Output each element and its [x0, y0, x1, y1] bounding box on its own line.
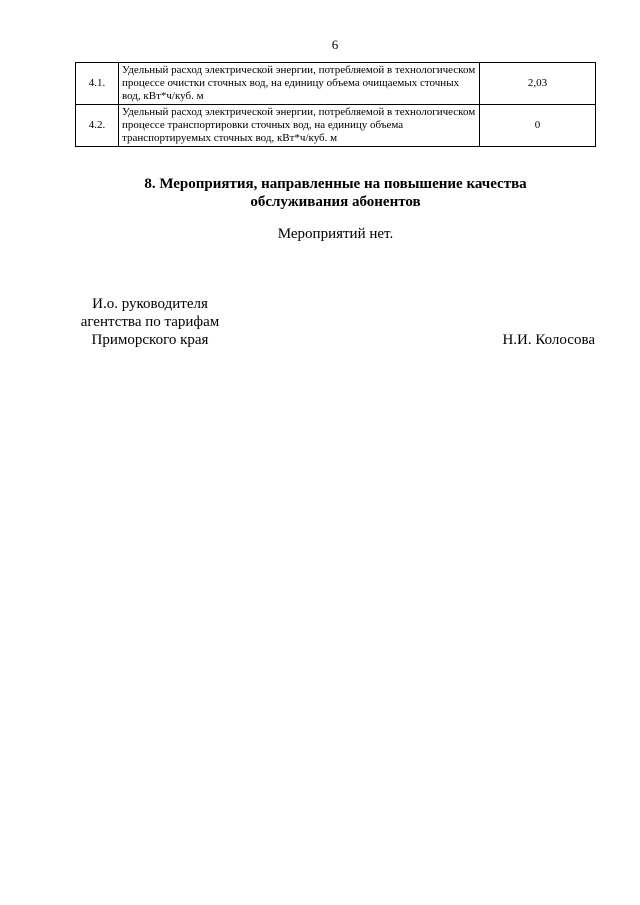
- page-number: 6: [331, 37, 339, 52]
- section-title-line1: 8. Мероприятия, направленные на повышение качества: [144, 176, 527, 192]
- table-row: [76, 105, 596, 147]
- indicators-table: [75, 62, 596, 147]
- position-line2: агентства по тарифам: [80, 314, 220, 330]
- row-number: 4.2.: [76, 105, 119, 147]
- section-title: [75, 175, 596, 211]
- row-value: 2,03: [480, 63, 596, 105]
- row-description: Удельный расход электрической энергии, потребляемой в технологическом процессе очистки сточных вод, на единицу объема очищаемых сточных вод, кВт*ч/куб. м: [119, 63, 480, 105]
- row-description: Удельный расход электрической энергии, потребляемой в технологическом процессе транспортировки сточных вод, на единицу объема транспортируемых сточных вод, кВт*ч/куб. м: [119, 105, 480, 147]
- section-title-line2: обслуживания абонентов: [250, 194, 421, 210]
- section-body: Мероприятий нет.: [277, 226, 394, 242]
- position-line3: Приморского края: [91, 332, 209, 348]
- row-number: 4.1.: [76, 63, 119, 105]
- signatory-position: [75, 295, 225, 349]
- signatory-name: Н.И. Колосова: [502, 332, 595, 348]
- row-value: 0: [480, 105, 596, 147]
- table-row: [76, 63, 596, 105]
- position-line1: И.о. руководителя: [92, 296, 208, 312]
